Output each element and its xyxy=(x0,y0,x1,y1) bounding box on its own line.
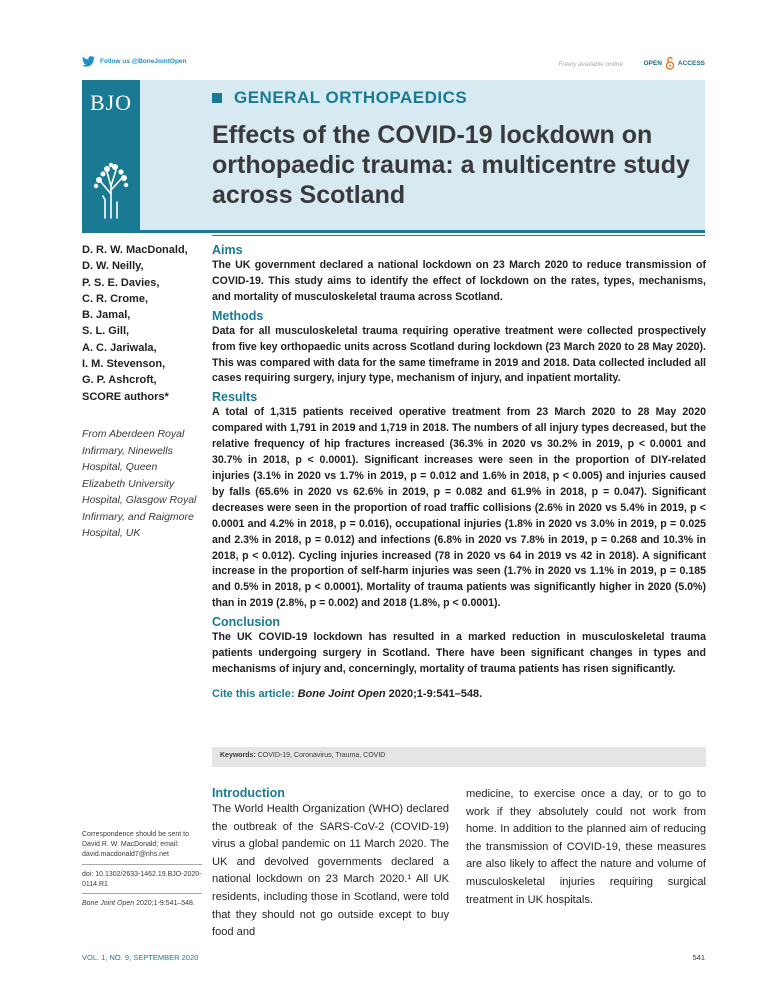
author: D. R. W. MacDonald, xyxy=(82,244,188,256)
author: S. L. Gill, xyxy=(82,325,130,338)
conclusion-text: The UK COVID-19 lockdown has resulted in a marked reduction in musculoskeletal trauma patients undergoing surgery in Scotland. There have been significant changes in types and mechanisms of injury and, concerningly, mortality of trauma patients has risen significantly. xyxy=(212,631,706,675)
author-list xyxy=(82,242,207,405)
header-rule xyxy=(82,230,705,233)
author: B. Jamal, xyxy=(82,309,131,322)
article-title: Effects of the COVID-19 lockdown on orthopaedic trauma: a multicentre study across Scotland xyxy=(212,121,690,209)
keywords-value: COVID-19, Coronavirus, Trauma, COVID xyxy=(257,752,386,759)
section-square-icon xyxy=(212,93,222,103)
twitter-bird-icon xyxy=(82,56,95,67)
page-number: 541 xyxy=(692,953,705,962)
methods-heading: Methods xyxy=(212,308,264,323)
author: P. S. E. Davies, xyxy=(82,276,160,289)
conclusion-heading: Conclusion xyxy=(212,615,281,630)
open-access-badge xyxy=(643,56,705,70)
twitter-follow[interactable] xyxy=(82,56,187,67)
journal-ref-note xyxy=(82,899,202,909)
aims-text: The UK government declared a national lockdown on 23 March 2020 to reduce transmission of COVID-19. This study aims to identify the effect of lockdown on the rates, types, mechanisms, and mortality of musculoskeletal trauma across Scotland. xyxy=(212,259,706,303)
sidenote-divider xyxy=(82,864,202,865)
abstract xyxy=(212,242,706,700)
keywords-label: Keywords: xyxy=(220,752,256,759)
author: I. M. Stevenson, xyxy=(82,358,166,371)
freely-available: Freely available online xyxy=(558,61,623,68)
intro-text-col2: medicine, to exercise once a day, or to go to work if they absolutely could not work from home. In addition to the planned aim of reducing the transmission of COVID-19, these measures are also likely to affect the nature and volume of musculoskeletal injuries requiring surgical treatment in UK hospitals. xyxy=(466,788,706,906)
doi-note: doi: 10.1302/2633-1462.19.BJO-2020-0114.R1 xyxy=(82,871,202,888)
journal-logo xyxy=(82,80,140,230)
author: G. P. Ashcroft, xyxy=(82,374,157,387)
results-heading: Results xyxy=(212,390,258,405)
section-label xyxy=(212,88,467,108)
citation xyxy=(212,688,706,700)
cite-label: Cite this article: xyxy=(212,687,295,700)
correspondence-note: Correspondence should be sent to David R. W. MacDonald; email: david.macdonald7@nhs.net xyxy=(82,831,190,858)
section-label-text: GENERAL ORTHOPAEDICS xyxy=(234,88,468,107)
introduction-col1 xyxy=(212,786,449,942)
footer-volume: VOL. 1, NO. 9, SEPTEMBER 2020 xyxy=(82,953,199,962)
aims-heading: Aims xyxy=(212,243,243,257)
methods-text: Data for all musculoskeletal trauma requiring operative treatment were collected prospectively from five key orthopaedic units across Scotland during lockdown (23 March 2020 to 28 May 2020). This was compared with data for the same timeframe in 2019 and 2018. Data collected included all cases requiring surgery, injury type, mechanism of injury, and inpatient mortality. xyxy=(212,324,706,385)
results-text: A total of 1,315 patients received operative treatment from 23 March 2020 to 28 May 2020 compared with 1,791 in 2019 and 1,719 in 2018. The numbers of all injury types decreased, but the relative frequency of hip fractures increased (36.3% in 2020 vs 30.2% in 2019, p < 0.0001 and 30.7% in 2018, p < 0.0001). Significant increases were seen in the proportion of DIY-related injuries (3.1% in 2020 vs 1.7% in 2019, p = 0.012 and 1.6% in 2018, p < 0.005) and injuries caused by falls (65.6% in 2020 vs 62.6% in 2019, p = 0.082 and 61.9% in 2018, p = 0.047). Significant decreases were seen in the proportion of road traffic collisions (2.6% in 2020 vs 5.4% in 2019, p < 0.0001 and 4.2% in 2018, p = 0.016), occupational injuries (1.8% in 2020 vs 3.0% in 2019, p = 0.025 and 2.3% in 2018, p = 0.012) and infections (6.8% in 2020 vs 7.8% in 2019, p = 0.268 and 10.3% in 2018, p < 0.012). Cycling injuries increased (78 in 2020 vs 64 in 2019 vs 42 in 2018). A significant increase in the proportion of self-harm injuries was seen (1.7% in 2020 vs 1.1% in 2019, p = 0.185 and 0.5% in 2018, p < 0.0001). Mortality of trauma patients was significantly higher in 2020 (5.0%) than in 2019 (2.8%, p = 0.002) and 2018 (1.8%, p < 0.0001). xyxy=(212,406,706,610)
logo-text: BJO xyxy=(89,90,133,115)
intro-text-col1: The World Health Organization (WHO) declared the outbreak of the SARS-CoV-2 (COVID-19) virus a global pandemic on 11 March 2020. The UK and devolved governments declared a national lockdown on 23 March 2020.¹ All UK residents, including those in Scotland, were told that they should not go outside except to buy food and xyxy=(212,803,449,939)
author: D. W. Neilly, xyxy=(82,260,144,273)
oa-open: OPEN xyxy=(643,59,662,67)
author: SCORE authors* xyxy=(82,390,169,403)
tree-logo-icon xyxy=(91,160,131,220)
header-rule-thin xyxy=(212,235,705,236)
cite-journal: Bone Joint Open xyxy=(297,687,386,700)
author: A. C. Jariwala, xyxy=(82,341,157,354)
journal-ref-rest: 2020;1-9:541–548. xyxy=(136,900,195,907)
twitter-label: Follow us @BoneJointOpen xyxy=(100,58,187,65)
sidenote-divider xyxy=(82,893,202,894)
author: C. R. Crome, xyxy=(82,292,149,305)
intro-heading: Introduction xyxy=(212,786,285,800)
affiliation: From Aberdeen Royal Infirmary, Ninewells Hospital, Queen Elizabeth University Hospital, Glasgow Royal Infirmary, and Raigmore Hospital, UK xyxy=(82,428,197,539)
journal-ref-italic: Bone Joint Open xyxy=(82,900,135,907)
oa-access: ACCESS xyxy=(677,59,705,67)
top-bar xyxy=(82,56,705,76)
keywords-box xyxy=(212,747,706,767)
open-access-lock-icon xyxy=(665,56,675,70)
cite-rest: 2020;1-9:541–548. xyxy=(388,687,483,700)
